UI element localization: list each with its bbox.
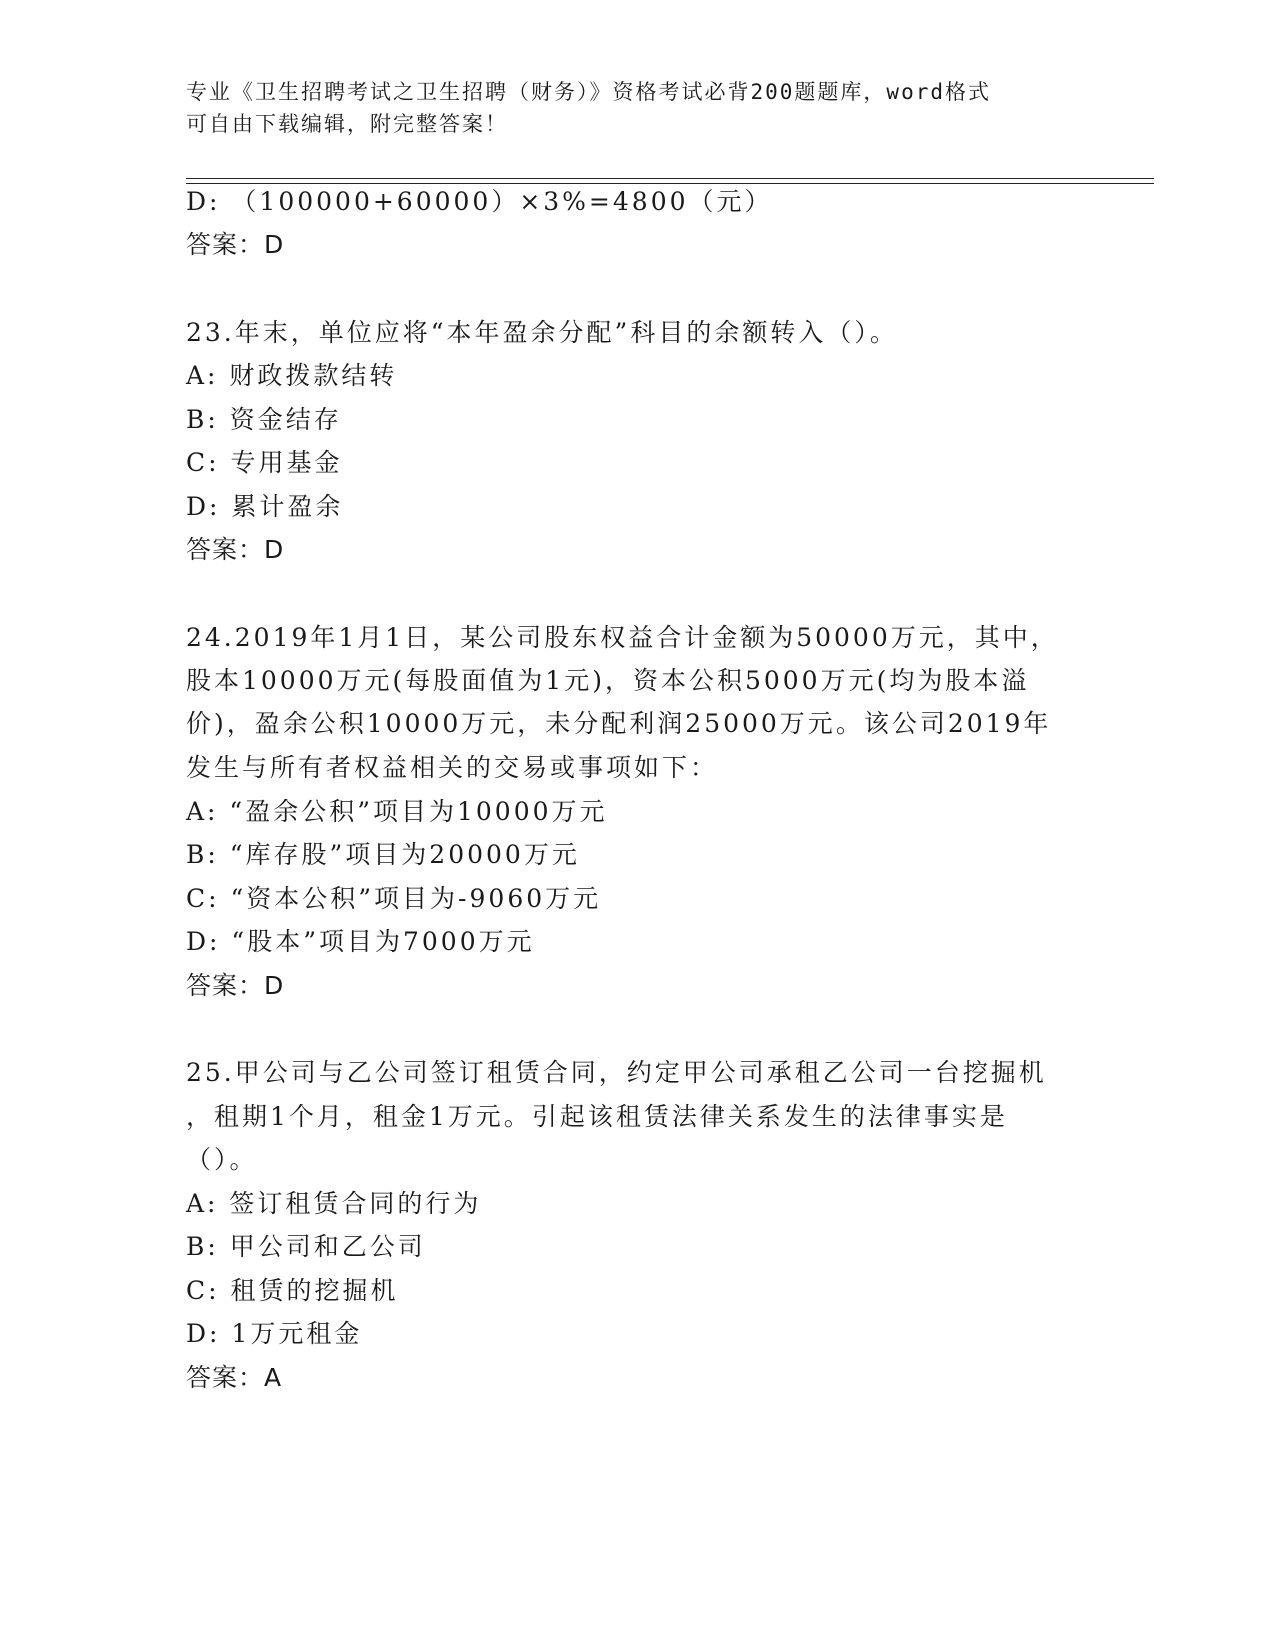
q24-stem-line-3: 价)，盈余公积10000万元，未分配利润25000万元。该公司2019年	[186, 709, 1052, 738]
q23-answer: 答案：D	[186, 535, 285, 564]
q24-option-d: D: “股本”项目为7000万元	[186, 927, 535, 956]
q25-option-d: D: 1万元租金	[186, 1319, 363, 1348]
q25-stem-line-1: 25.甲公司与乙公司签订租赁合同，约定甲公司承租乙公司一台挖掘机	[186, 1058, 1047, 1087]
q24-stem-line-2: 股本10000万元(每股面值为1元)，资本公积5000万元(均为股本溢	[186, 666, 1030, 695]
header-rule-bottom	[186, 183, 1154, 184]
q24-option-a: A: “盈余公积”项目为10000万元	[186, 797, 608, 826]
q25-option-b: B: 甲公司和乙公司	[186, 1232, 426, 1261]
q23-option-d: D: 累计盈余	[186, 492, 344, 521]
q23-option-b: B: 资金结存	[186, 405, 342, 434]
q24-option-b: B: “库存股”项目为20000万元	[186, 840, 580, 869]
q25-stem-line-3: （）。	[186, 1145, 258, 1174]
prev-answer: 答案：D	[186, 230, 285, 259]
header-rule-top	[186, 178, 1154, 179]
q25-option-a: A: 签订租赁合同的行为	[186, 1189, 482, 1218]
header-line-2: 可自由下载编辑，附完整答案！	[186, 112, 508, 136]
document-header	[186, 76, 1066, 140]
prev-option-d: D: （100000+60000）×3%=4800（元）	[186, 187, 773, 216]
q25-stem-line-2: ，租期1个月，租金1万元。引起该租赁法律关系发生的法律事实是	[186, 1102, 1008, 1131]
q23-option-a: A: 财政拨款结转	[186, 361, 398, 390]
q23-option-c: C: 专用基金	[186, 448, 343, 477]
q25-option-c: C: 租赁的挖掘机	[186, 1276, 399, 1305]
q24-answer: 答案：D	[186, 971, 285, 1000]
q24-stem-line-4: 发生与所有者权益相关的交易或事项如下：	[186, 753, 719, 782]
q25-answer: 答案：A	[186, 1363, 283, 1392]
q24-stem-line-1: 24.2019年1月1日，某公司股东权益合计金额为50000万元，其中，	[186, 623, 1059, 652]
q23-stem: 23.年末，单位应将“本年盈余分配”科目的余额转入（）。	[186, 318, 898, 347]
q24-option-c: C: “资本公积”项目为-9060万元	[186, 884, 602, 913]
header-line-1: 专业《卫生招聘考试之卫生招聘（财务）》资格考试必背200题题库，word格式	[186, 80, 991, 104]
